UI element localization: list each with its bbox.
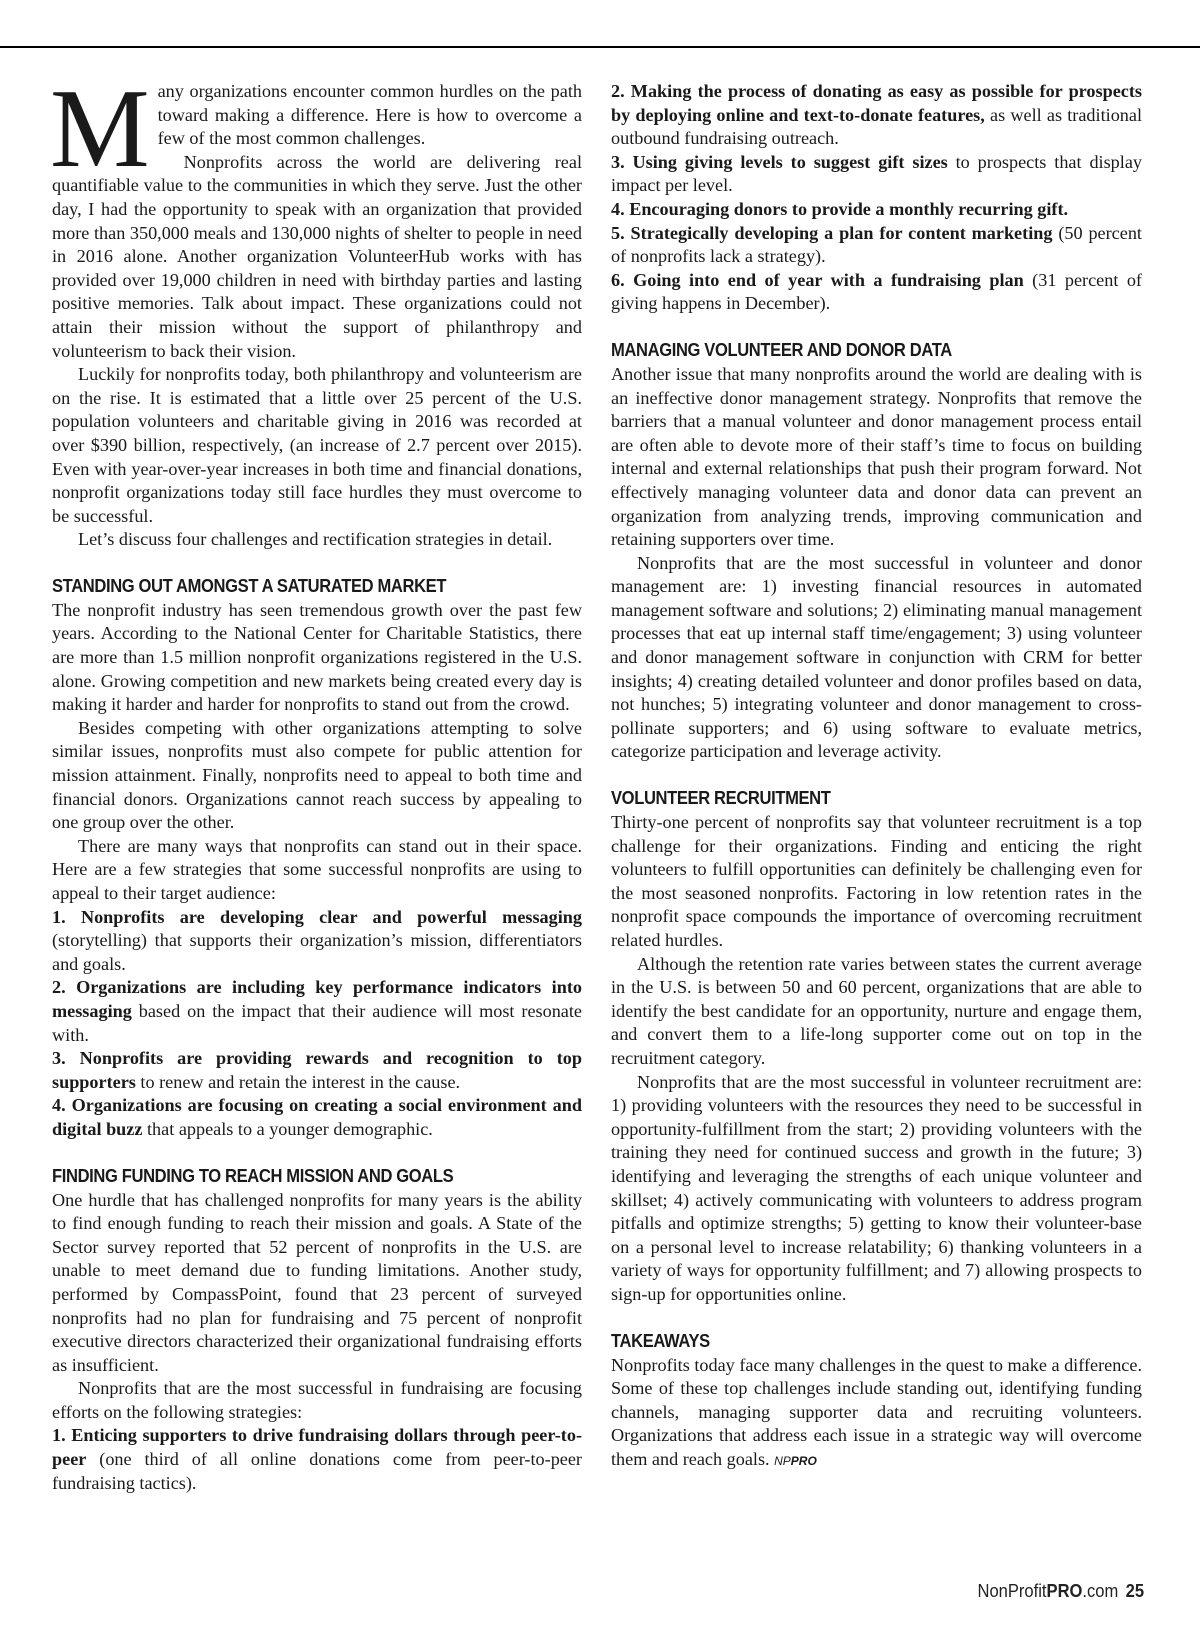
- signature-pro: PRO: [790, 1453, 817, 1468]
- body-paragraph: Nonprofits across the world are delivering real quantifiable value to the communities in which they serve. Just the other day, I had the opportunity to speak with an organization that provided more than 350,000 meals and 130,000 nights of shelter to people in need in 2016 alone. Another organization VolunteerHub works with has provided over 19,000 children in need with birthday parties and lasting positive memories. Talk about impact. These organizations could not attain their mission without the support of philanthropy and volunteerism to back their vision.: [52, 151, 582, 361]
- body-paragraph: Thirty-one percent of nonprofits say that volunteer recruitment is a top challenge for their organizations. Finding and enticing the right volunteers to fulfill opportunities can definitely be challenging even for the most seasoned nonprofits. Factoring in low retention rates in the nonprofit space compounds the importance of overcoming recruitment related hurdles.: [611, 812, 1142, 950]
- list-item-bold: 4. Organizations are focusing on creating a social environment and digital buzz: [52, 1095, 582, 1139]
- section-heading: TAKEAWAYS: [611, 1330, 710, 1351]
- list-item-text: (50 percent of nonprofits lack a strategy).: [611, 222, 1142, 267]
- list-item-bold: 1. Enticing supporters to drive fundraising dollars through peer-to-peer: [52, 1425, 582, 1470]
- list-item: [611, 80, 1142, 151]
- list-item-text: (31 percent of giving happens in December).: [611, 269, 1142, 314]
- list-item: [52, 906, 582, 977]
- nppro-signature: [774, 1454, 817, 1468]
- section-heading: STANDING OUT AMONGST A SATURATED MARKET: [52, 575, 447, 596]
- section-heading: VOLUNTEER RECRUITMENT: [611, 788, 831, 809]
- body-paragraph: Nonprofits that are the most successful in volunteer and donor management are: 1) investing financial resources in automated management software and solutions; 2) eliminating manual management processes that eat up internal staff time/engagement; 3) using volunteer and donor management software in conjunction with CRM for better insights; 4) creating detailed volunteer and donor profiles based on data, not hunches; 5) integrating volunteer and donor management to cross-pollinate supporters; and 6) using software to evaluate metrics, categorize participation and leverage activity.: [611, 552, 1142, 762]
- footer-site-suffix: .com: [1082, 1581, 1119, 1601]
- takeaways-text: Nonprofits today face many challenges in the quest to make a difference. Some of these top challenges include standing out, identifying funding channels, managing supporter data and recruiting volunteers. Organizations that address each issue in a strategic way will overcome them and reach goals.: [611, 1354, 1142, 1469]
- list-item: [52, 1047, 582, 1094]
- list-item: [52, 1424, 582, 1495]
- list-item-bold: 5. Strategically developing a plan for content marketing: [611, 222, 1053, 243]
- top-rule: [0, 46, 1200, 48]
- list-item: [611, 198, 1142, 222]
- list-item: [52, 976, 582, 1047]
- list-item-text: based on the impact that their audience will most resonate with.: [52, 1000, 582, 1045]
- footer-site-prefix: NonProfit: [977, 1581, 1047, 1601]
- body-paragraph: Nonprofits that are the most successful in volunteer recruitment are: 1) providing volunteers with the resources they need to be successful in opportunity-fulfillment from the start; 2) providing volunteers with the training they need for continued success and growth in the future; 3) identifying and leveraging the strengths of each unique volunteer and skillset; 4) actively communicating with volunteers to address program pitfalls and optimize strengths; 5) getting to know their volunteer-base on a personal level to increase relatability; 6) thanking volunteers in a variety of ways for opportunity fulfillment; and 7) allowing prospects to sign-up for opportunities online.: [611, 1071, 1142, 1304]
- list-item: [611, 222, 1142, 269]
- section-heading: MANAGING VOLUNTEER AND DONOR DATA: [611, 339, 952, 360]
- list-item-text: (one third of all online donations come from peer-to-peer fundraising tactics).: [52, 1449, 582, 1493]
- left-column: [50, 67, 582, 1495]
- list-item: [611, 269, 1142, 316]
- body-paragraph: Besides competing with other organizations attempting to solve similar issues, nonprofits must also compete for public attention for mission attainment. Finally, nonprofits need to appeal to both time and financial donors. Organizations cannot reach success by appealing to one group over the other.: [52, 717, 582, 833]
- body-paragraph: There are many ways that nonprofits can stand out in their space. Here are a few strategies that some successful nonprofits are using to appeal to their target audience:: [52, 835, 582, 903]
- list-item-bold: 1. Nonprofits are developing clear and powerful messaging: [52, 906, 582, 927]
- body-paragraph: Another issue that many nonprofits around the world are dealing with is an ineffective donor management strategy. Nonprofits that remove the barriers that a manual volunteer and donor management process entail are often able to devote more of their staff’s time to focus on building internal and external relationships that push their program forward. Not effectively managing volunteer data and donor data can prevent an organization from analyzing trends, improving communication and retaining supporters over time.: [611, 363, 1142, 550]
- signature-np: NP: [774, 1453, 791, 1468]
- list-item-bold: 3. Nonprofits are providing rewards and recognition to top supporters: [52, 1048, 582, 1092]
- drop-cap: M: [50, 67, 150, 191]
- intro-paragraph: [50, 67, 582, 191]
- list-item-text: to prospects that display impact per level.: [611, 151, 1142, 196]
- list-item-bold: 2. Making the process of donating as easy as possible for prospects by deploying online and text-to-donate features,: [611, 81, 1142, 125]
- body-paragraph: Luckily for nonprofits today, both philanthropy and volunteerism are on the rise. It is estimated that a little over 25 percent of the U.S. population volunteers and charitable giving in 2016 was recorded at over $390 billion, respectively, (an increase of 2.7 percent over 2015). Even with year-over-year increases in both time and financial donations, nonprofit organizations today still face hurdles they must overcome to be successful.: [52, 364, 582, 526]
- list-item: [52, 1094, 582, 1141]
- body-paragraph: Nonprofits that are the most successful in fundraising are focusing efforts on the following strategies:: [52, 1378, 582, 1422]
- body-paragraph: [611, 1354, 1142, 1474]
- page-footer: [977, 1581, 1144, 1602]
- body-paragraph: The nonprofit industry has seen tremendous growth over the past few years. According to the National Center for Charitable Statistics, there are more than 1.5 million nonprofit organizations registered in the U.S. alone. Growing competition and new markets being created every day is making it harder and harder for nonprofits to stand out from the crowd.: [52, 599, 582, 715]
- list-item-bold: 3. Using giving levels to suggest gift sizes: [611, 151, 948, 172]
- right-column: [611, 80, 1142, 1473]
- body-paragraph: One hurdle that has challenged nonprofits for many years is the ability to find enough funding to reach their mission and goals. A State of the Sector survey reported that 52 percent of nonprofits in the U.S. are unable to meet demand due to funding limitations. Another study, performed by CompassPoint, found that 23 percent of surveyed nonprofits had no plan for fundraising and 75 percent of nonprofit executive directors characterized their organizational fundraising efforts as insufficient.: [52, 1189, 582, 1375]
- list-item: [611, 151, 1142, 198]
- list-item-text: to renew and retain the interest in the cause.: [135, 1071, 461, 1092]
- list-item-text: (storytelling) that supports their organization’s mission, differentiators and goals.: [52, 930, 582, 974]
- page-number: 25: [1125, 1581, 1144, 1601]
- list-item-text: as well as traditional outbound fundraising outreach.: [611, 104, 1143, 149]
- section-heading: FINDING FUNDING TO REACH MISSION AND GOALS: [52, 1165, 454, 1186]
- body-paragraph: Although the retention rate varies between states the current average in the U.S. is between 50 and 60 percent, organizations that are able to identify the best candidate for an opportunity, nurture and engage them, and convert them to a life-long supporter come out on top in the recruitment category.: [611, 953, 1142, 1068]
- footer-site-pro: PRO: [1046, 1581, 1083, 1601]
- list-item-bold: 6. Going into end of year with a fundraising plan: [611, 269, 1024, 290]
- list-item-bold: 4. Encouraging donors to provide a monthly recurring gift.: [611, 198, 1069, 219]
- list-item-bold: 2. Organizations are including key performance indicators into messaging: [52, 977, 582, 1021]
- intro-text: any organizations encounter common hurdles on the path toward making a difference. Here is how to overcome a few of the most common challenges.: [157, 81, 582, 149]
- list-item-text: that appeals to a younger demographic.: [142, 1118, 433, 1139]
- body-paragraph: Let’s discuss four challenges and rectification strategies in detail.: [78, 529, 553, 550]
